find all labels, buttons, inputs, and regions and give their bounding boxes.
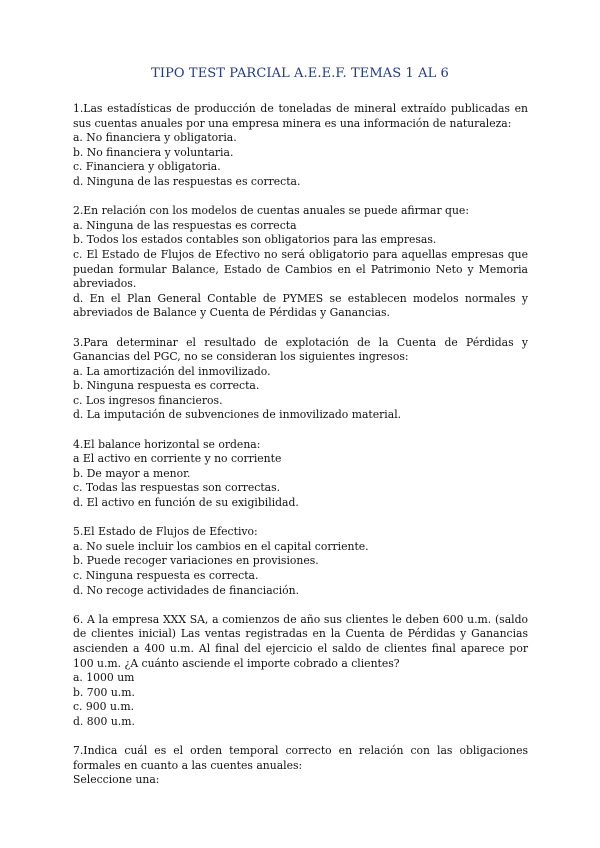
answer-option: a. No suele incluir los cambios en el capital corriente. xyxy=(73,539,369,553)
page-title: TIPO TEST PARCIAL A.E.E.F. TEMAS 1 AL 6 xyxy=(151,66,449,81)
question-stem: 1.Las estadísticas de producción de toneladas de mineral extraído publicadas en sus cuentas anuales por una empresa minera es una información de naturaleza: xyxy=(73,102,528,130)
answer-option: c. Financiera y obligatoria. xyxy=(73,160,221,174)
answer-option: d. Ninguna de las respuestas es correcta. xyxy=(73,174,301,188)
answer-option: a. 1000 um xyxy=(73,671,135,685)
answer-prompt: Seleccione una: xyxy=(73,773,160,787)
question-5 xyxy=(73,525,528,598)
answer-option: c. Los ingresos financieros. xyxy=(73,393,223,407)
answer-option: a El activo en corriente y no corriente xyxy=(73,452,282,466)
answer-option: b. Todos los estados contables son obligatorios para las empresas. xyxy=(73,233,437,247)
answer-option: b. Ninguna respuesta es correcta. xyxy=(73,379,260,393)
answer-option: d. El activo en función de su exigibilidad. xyxy=(73,496,299,510)
answer-option: d. En el Plan General Contable de PYMES se establecen modelos normales y abreviados de Balance y Cuenta de Pérdidas y Ganancias. xyxy=(73,291,528,320)
answer-option: d. La imputación de subvenciones de inmovilizado material. xyxy=(73,408,402,422)
question-4 xyxy=(73,438,528,511)
question-stem: 3.Para determinar el resultado de explotación de la Cuenta de Pérdidas y Ganancias del PGC, no se consideran los siguientes ingresos: xyxy=(73,335,528,364)
answer-option: c. Todas las respuestas son correctas. xyxy=(73,481,281,495)
question-6 xyxy=(73,613,528,730)
answer-option: c. 900 u.m. xyxy=(73,700,135,714)
answer-option: b. De mayor a menor. xyxy=(73,466,191,480)
question-stem: 7.Indica cuál es el orden temporal correcto en relación con las obligaciones formales en cuanto a las cuentes anuales: xyxy=(73,744,528,772)
answer-option: d. 800 u.m. xyxy=(73,714,135,728)
answer-option: b. No financiera y voluntaria. xyxy=(73,145,234,159)
question-list xyxy=(73,102,528,803)
question-stem: 6. A la empresa XXX SA, a comienzos de año sus clientes le deben 600 u.m. (saldo de clientes inicial) Las ventas registradas en la Cuenta de Pérdidas y Ganancias ascienden a 400 u.m. Al final del ejercicio el saldo de clientes final aparece por 100 u.m. ¿A cuánto asciende el importe cobrado a clientes? xyxy=(73,612,528,670)
question-stem: 2.En relación con los modelos de cuentas anuales se puede afirmar que: xyxy=(73,204,469,218)
question-1 xyxy=(73,102,528,190)
question-2 xyxy=(73,204,528,321)
answer-option: a. No financiera y obligatoria. xyxy=(73,131,237,145)
answer-option: c. Ninguna respuesta es correcta. xyxy=(73,569,259,582)
answer-option: c. El Estado de Flujos de Efectivo no será obligatorio para aquellas empresas que puedan formular Balance, Estado de Cambios en el Patrimonio Neto y Memoria abreviados. xyxy=(73,247,528,291)
answer-option: a. Ninguna de las respuestas es correcta xyxy=(73,218,297,232)
question-7 xyxy=(73,744,528,788)
answer-option: d. No recoge actividades de financiación. xyxy=(73,583,300,597)
answer-option: b. Puede recoger variaciones en provisiones. xyxy=(73,554,319,568)
answer-option: b. 700 u.m. xyxy=(73,685,135,699)
answer-option: a. La amortización del inmovilizado. xyxy=(73,364,271,378)
question-stem: 5.El Estado de Flujos de Efectivo: xyxy=(73,525,258,539)
question-3 xyxy=(73,336,528,424)
question-stem: 4.El balance horizontal se ordena: xyxy=(73,437,261,451)
